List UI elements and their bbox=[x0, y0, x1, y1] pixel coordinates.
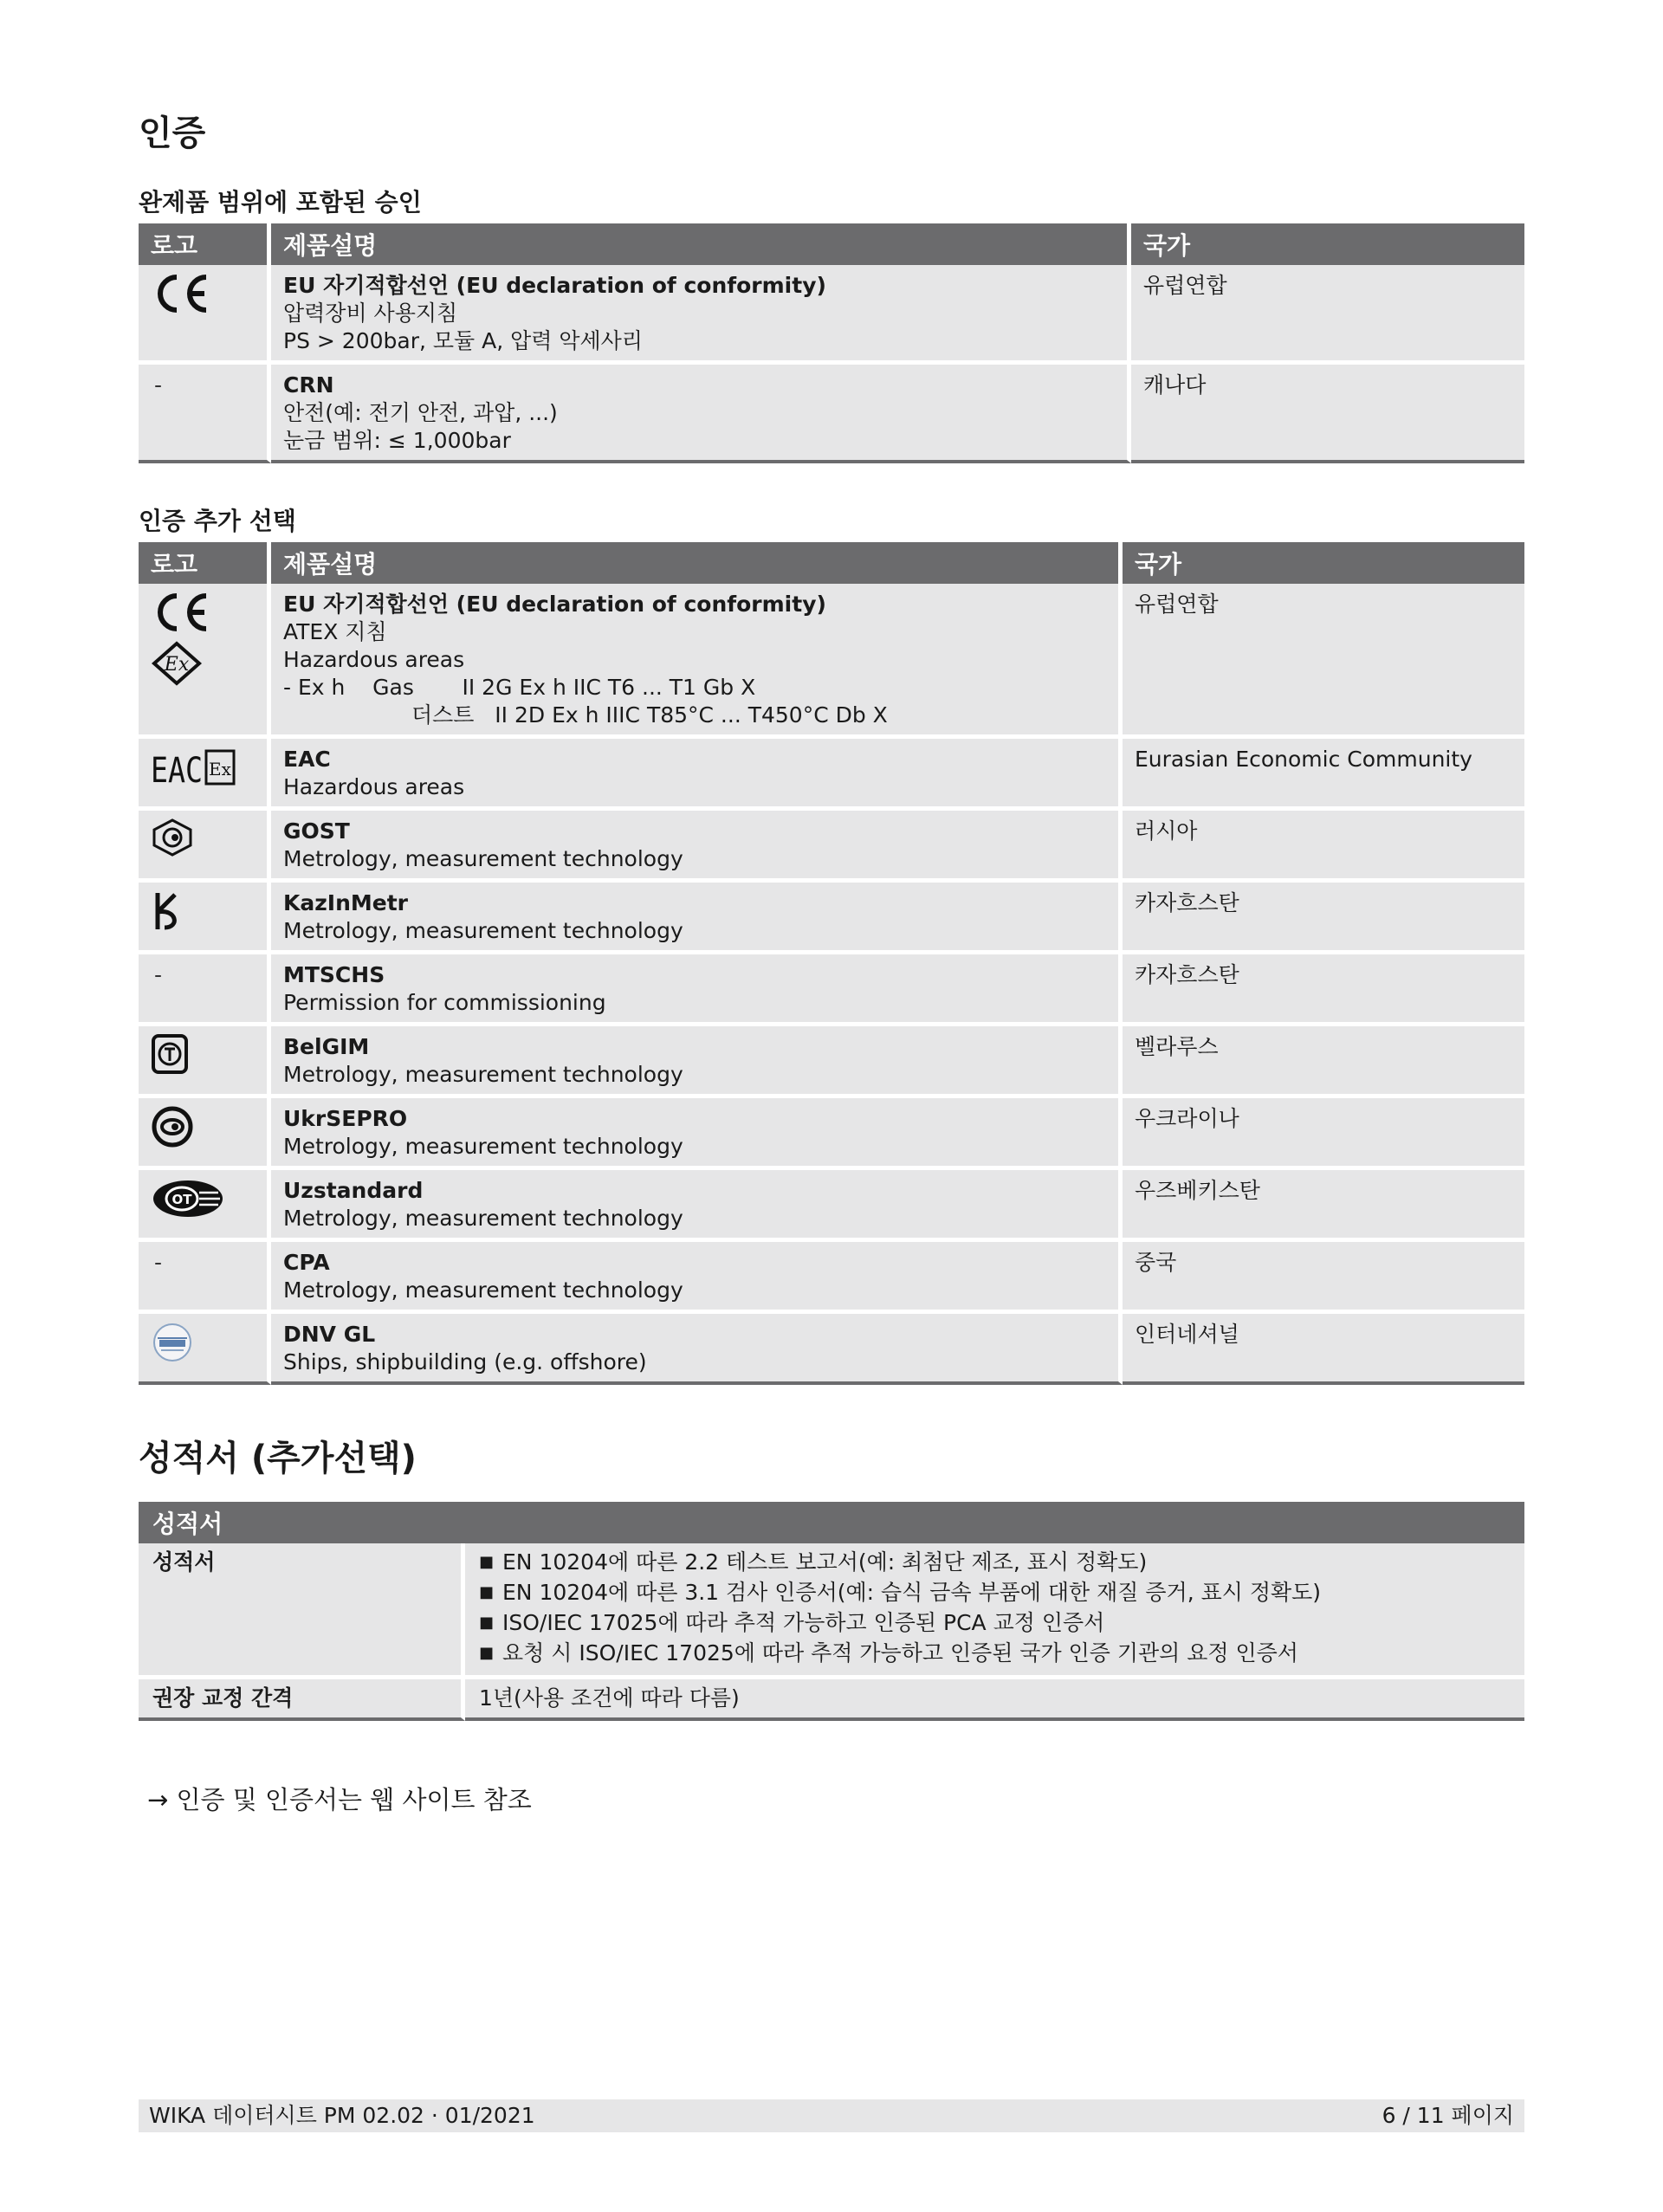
row-line: Metrology, measurement technology bbox=[283, 1134, 683, 1159]
table-row bbox=[139, 1026, 1524, 1098]
optional-approvals-table bbox=[139, 542, 1524, 1385]
description-cell bbox=[271, 584, 1123, 739]
description-cell bbox=[271, 365, 1131, 463]
page-footer bbox=[139, 2099, 1524, 2132]
row-line: Metrology, measurement technology bbox=[283, 1206, 683, 1231]
row-title: GOST bbox=[283, 818, 350, 844]
svg-text:EAC: EAC bbox=[151, 751, 203, 787]
country-cell: Eurasian Economic Community bbox=[1123, 739, 1524, 811]
table-row bbox=[139, 1170, 1524, 1242]
country-cell: 우크라이나 bbox=[1123, 1098, 1524, 1170]
row-title: CPA bbox=[283, 1250, 330, 1275]
table-row bbox=[139, 1314, 1524, 1385]
description-cell bbox=[271, 1314, 1123, 1385]
table-row bbox=[139, 883, 1524, 954]
row-value: 1년(사용 조건에 따라 다름) bbox=[465, 1679, 1524, 1721]
logo-cell bbox=[139, 1026, 271, 1098]
table-row bbox=[139, 1098, 1524, 1170]
country-cell: 중국 bbox=[1123, 1242, 1524, 1314]
description-cell bbox=[271, 1170, 1123, 1242]
svg-text:Ex: Ex bbox=[209, 759, 231, 779]
header-description: 제품설명 bbox=[271, 542, 1123, 584]
row-title: EU 자기적합선언 (EU declaration of conformity) bbox=[283, 273, 826, 298]
description-cell bbox=[271, 1242, 1123, 1314]
country-cell: 카자흐스탄 bbox=[1123, 954, 1524, 1026]
gost-icon bbox=[151, 818, 194, 857]
description-cell bbox=[271, 1026, 1123, 1098]
footer-document-id: WIKA 데이터시트 PM 02.02 · 01/2021 bbox=[149, 2103, 535, 2128]
list-item: ■ EN 10204에 따른 2.2 테스트 보고서(예: 최첨단 제조, 표시 정확도) bbox=[479, 1549, 1511, 1579]
country-cell: 벨라루스 bbox=[1123, 1026, 1524, 1098]
dnvgl-icon bbox=[151, 1321, 194, 1364]
row-line: Metrology, measurement technology bbox=[283, 918, 683, 943]
country-cell: 유럽연합 bbox=[1131, 265, 1524, 365]
row-line: Permission for commissioning bbox=[283, 990, 606, 1015]
table-row bbox=[139, 811, 1524, 883]
row-title: BelGIM bbox=[283, 1034, 370, 1059]
row-line: 압력장비 사용지침 bbox=[283, 301, 458, 326]
row-line: PS > 200bar, 모듈 A, 압력 악세사리 bbox=[283, 328, 643, 353]
uzstandard-icon bbox=[151, 1177, 225, 1220]
svg-text:Ex: Ex bbox=[164, 654, 190, 676]
description-cell bbox=[271, 811, 1123, 883]
row-title: EU 자기적합선언 (EU declaration of conformity) bbox=[283, 592, 826, 617]
row-line: 더스트 II 2D Ex h IIIC T85°C ... T450°C Db X bbox=[411, 702, 888, 728]
table-row bbox=[139, 739, 1524, 811]
table-row bbox=[139, 365, 1524, 463]
table-row bbox=[139, 1679, 1524, 1721]
row-line: ATEX 지침 bbox=[283, 619, 387, 644]
row-title: EAC bbox=[283, 747, 331, 772]
row-line: 눈금 범위: ≤ 1,000bar bbox=[283, 428, 511, 453]
row-value bbox=[465, 1543, 1524, 1679]
no-logo-dash: - bbox=[154, 372, 163, 398]
country-cell: 캐나다 bbox=[1131, 365, 1524, 463]
logo-cell bbox=[139, 954, 271, 1026]
subtitle-included-approvals: 완제품 범위에 포함된 승인 bbox=[139, 188, 422, 217]
country-cell: 인터네셔널 bbox=[1123, 1314, 1524, 1385]
table-header-row bbox=[139, 223, 1524, 265]
ce-mark-icon bbox=[151, 272, 211, 315]
row-title: MTSCHS bbox=[283, 962, 385, 987]
country-cell: 유럽연합 bbox=[1123, 584, 1524, 739]
header-country: 국가 bbox=[1131, 223, 1524, 265]
row-line: Hazardous areas bbox=[283, 647, 465, 672]
list-item: ■ 요청 시 ISO/IEC 17025에 따라 추적 가능하고 인증된 국가 인증 기관의 요정 인증서 bbox=[479, 1640, 1511, 1670]
description-cell bbox=[271, 954, 1123, 1026]
svg-text:OT: OT bbox=[171, 1192, 192, 1207]
row-title: DNV GL bbox=[283, 1322, 376, 1347]
description-cell bbox=[271, 1098, 1123, 1170]
table-row bbox=[139, 265, 1524, 365]
table-header-row bbox=[139, 1502, 1524, 1543]
kazinmetr-icon bbox=[151, 889, 185, 933]
logo-cell bbox=[139, 365, 271, 463]
description-cell bbox=[271, 739, 1123, 811]
header-logo: 로고 bbox=[139, 223, 271, 265]
belgim-icon bbox=[151, 1033, 189, 1075]
description-cell bbox=[271, 265, 1131, 365]
website-note: → 인증 및 인증서는 웹 사이트 참조 bbox=[147, 1785, 532, 1814]
logo-cell bbox=[139, 1314, 271, 1385]
ex-hexagon-icon bbox=[151, 641, 203, 686]
logo-cell bbox=[139, 1242, 271, 1314]
section-title-certificates: 성적서 (추가선택) bbox=[139, 1439, 417, 1478]
country-cell: 우즈베키스탄 bbox=[1123, 1170, 1524, 1242]
row-line: - Ex h Gas II 2G Ex h IIC T6 ... T1 Gb X bbox=[283, 675, 756, 700]
row-key: 권장 교정 간격 bbox=[139, 1679, 465, 1721]
country-cell: 러시아 bbox=[1123, 811, 1524, 883]
no-logo-dash: - bbox=[154, 1250, 163, 1275]
header-logo: 로고 bbox=[139, 542, 271, 584]
section-title-approvals: 인증 bbox=[139, 113, 206, 153]
logo-cell bbox=[139, 1170, 271, 1242]
description-cell bbox=[271, 883, 1123, 954]
logo-cell bbox=[139, 739, 271, 811]
row-title: CRN bbox=[283, 372, 334, 398]
table-header-row bbox=[139, 542, 1524, 584]
row-key: 성적서 bbox=[139, 1543, 465, 1679]
logo-cell bbox=[139, 883, 271, 954]
row-title: UkrSEPRO bbox=[283, 1106, 408, 1131]
row-title: KazInMetr bbox=[283, 890, 409, 915]
header-certificates: 성적서 bbox=[139, 1502, 1524, 1543]
table-row bbox=[139, 1543, 1524, 1679]
row-line: 안전(예: 전기 안전, 과압, ...) bbox=[283, 400, 558, 425]
no-logo-dash: - bbox=[154, 962, 163, 987]
certificates-table bbox=[139, 1502, 1524, 1721]
footer-page-number: 6 / 11 페이지 bbox=[1382, 2103, 1514, 2128]
list-item: ■ ISO/IEC 17025에 따라 추적 가능하고 인증된 PCA 교정 인증서 bbox=[479, 1609, 1511, 1640]
header-country: 국가 bbox=[1123, 542, 1524, 584]
row-line: Metrology, measurement technology bbox=[283, 846, 683, 871]
table-row bbox=[139, 584, 1524, 739]
header-description: 제품설명 bbox=[271, 223, 1131, 265]
included-approvals-table bbox=[139, 223, 1524, 463]
logo-cell bbox=[139, 811, 271, 883]
logo-cell bbox=[139, 1098, 271, 1170]
row-line: Metrology, measurement technology bbox=[283, 1062, 683, 1087]
ukrsepro-icon bbox=[151, 1105, 194, 1148]
row-title: Uzstandard bbox=[283, 1178, 424, 1203]
logo-cell bbox=[139, 584, 271, 739]
country-cell: 카자흐스탄 bbox=[1123, 883, 1524, 954]
row-line: Hazardous areas bbox=[283, 774, 465, 799]
row-line: Ships, shipbuilding (e.g. offshore) bbox=[283, 1349, 647, 1374]
row-line: Metrology, measurement technology bbox=[283, 1277, 683, 1303]
table-row bbox=[139, 1242, 1524, 1314]
table-row bbox=[139, 954, 1524, 1026]
subtitle-optional-approvals: 인증 추가 선택 bbox=[139, 507, 296, 535]
list-item: ■ EN 10204에 따른 3.1 검사 인증서(예: 습식 금속 부품에 대한 재질 증거, 표시 정확도) bbox=[479, 1579, 1511, 1609]
ce-mark-icon bbox=[151, 591, 211, 634]
logo-cell bbox=[139, 265, 271, 365]
eac-ex-icon bbox=[151, 746, 237, 787]
